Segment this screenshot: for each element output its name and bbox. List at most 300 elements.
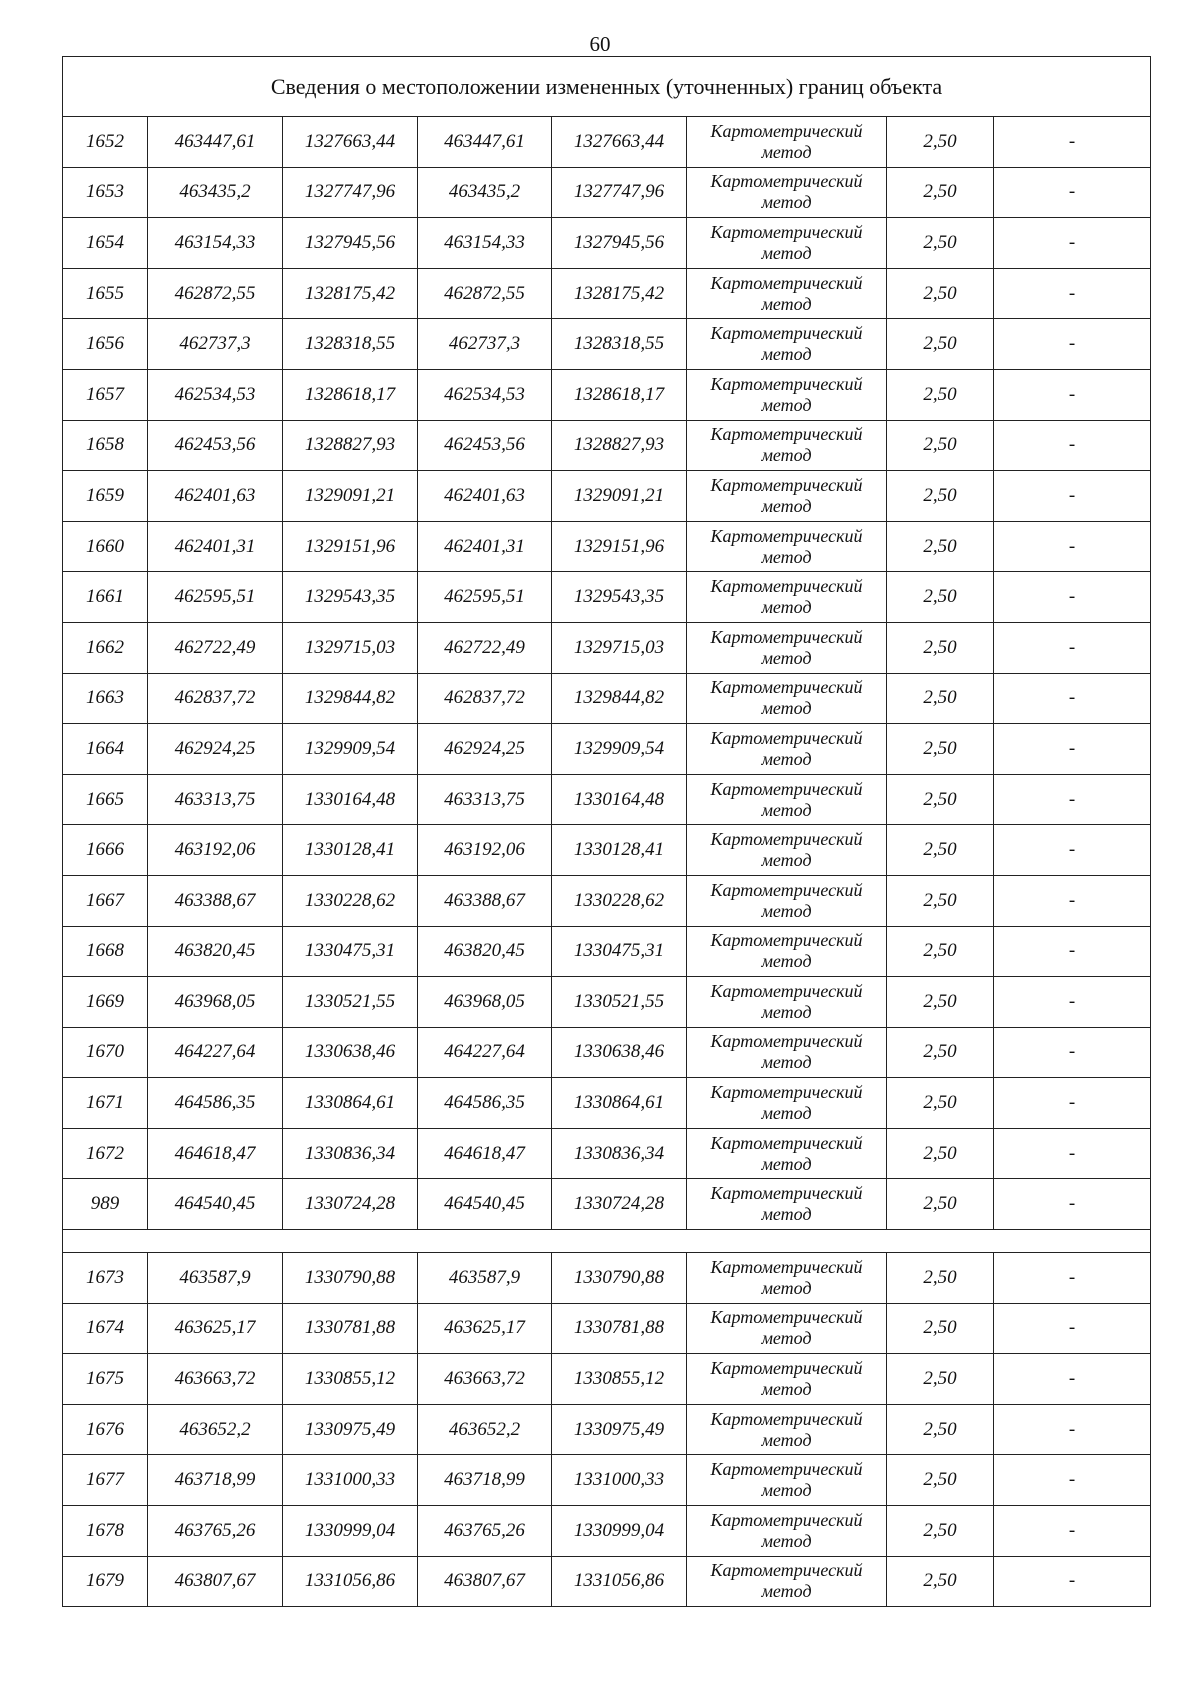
method-cell [687,724,887,775]
description-cell: - [994,218,1151,269]
point-number-cell: 1678 [63,1506,148,1557]
y-existing-cell: 1331056,86 [283,1556,418,1607]
description-cell: - [994,1556,1151,1607]
y-new-cell: 1330724,28 [552,1179,687,1230]
y-existing-cell: 1331000,33 [283,1455,418,1506]
method-line1: Картометрический [710,1256,863,1277]
method-line2: метод [761,344,812,365]
y-existing-cell: 1329543,35 [283,572,418,623]
description-cell: - [994,268,1151,319]
table-row [63,1078,1151,1129]
method-line1: Картометрический [710,221,863,242]
table-row [63,117,1151,168]
method-cell [687,218,887,269]
method-line1: Картометрический [710,879,863,900]
method-line1: Картометрический [710,626,863,647]
method-line2: метод [761,951,812,972]
method-line2: метод [761,900,812,921]
x-existing-cell: 464540,45 [148,1179,283,1230]
accuracy-cell: 2,50 [887,875,994,926]
point-number-cell: 1671 [63,1078,148,1129]
method-line1: Картометрический [710,1183,863,1204]
y-new-cell: 1330521,55 [552,977,687,1028]
y-new-cell: 1330999,04 [552,1506,687,1557]
y-existing-cell: 1330164,48 [283,774,418,825]
accuracy-cell: 2,50 [887,673,994,724]
method-cell [687,875,887,926]
description-cell: - [994,369,1151,420]
method-cell [687,471,887,522]
description-cell: - [994,1354,1151,1405]
table-row [63,673,1151,724]
y-new-cell: 1330781,88 [552,1303,687,1354]
x-new-cell: 462837,72 [418,673,552,724]
accuracy-cell: 2,50 [887,1556,994,1607]
accuracy-cell: 2,50 [887,572,994,623]
x-existing-cell: 464227,64 [148,1027,283,1078]
description-cell: - [994,420,1151,471]
table-row [63,1455,1151,1506]
point-number-cell: 1659 [63,471,148,522]
method-cell [687,319,887,370]
y-existing-cell: 1329151,96 [283,521,418,572]
point-number-cell: 1654 [63,218,148,269]
y-existing-cell: 1330638,46 [283,1027,418,1078]
description-cell: - [994,875,1151,926]
y-new-cell: 1330790,88 [552,1253,687,1304]
y-existing-cell: 1327747,96 [283,167,418,218]
x-existing-cell: 462534,53 [148,369,283,420]
method-line2: метод [761,293,812,314]
x-new-cell: 463718,99 [418,1455,552,1506]
y-new-cell: 1328175,42 [552,268,687,319]
accuracy-cell: 2,50 [887,218,994,269]
method-line2: метод [761,1153,812,1174]
point-number-cell: 1665 [63,774,148,825]
table-title-row [63,57,1151,117]
x-new-cell: 464618,47 [418,1128,552,1179]
accuracy-cell: 2,50 [887,167,994,218]
y-new-cell: 1327747,96 [552,167,687,218]
y-new-cell: 1328618,17 [552,369,687,420]
accuracy-cell: 2,50 [887,369,994,420]
x-new-cell: 463968,05 [418,977,552,1028]
y-existing-cell: 1330975,49 [283,1404,418,1455]
method-line1: Картометрический [710,525,863,546]
table-row [63,1303,1151,1354]
table-row [63,724,1151,775]
point-number-cell: 1679 [63,1556,148,1607]
x-new-cell: 462453,56 [418,420,552,471]
point-number-cell: 1653 [63,167,148,218]
point-number-cell: 1660 [63,521,148,572]
method-line2: метод [761,546,812,567]
point-number-cell: 1658 [63,420,148,471]
x-new-cell: 463765,26 [418,1506,552,1557]
method-line1: Картометрический [710,323,863,344]
x-new-cell: 463807,67 [418,1556,552,1607]
method-line1: Картометрический [710,474,863,495]
x-existing-cell: 463447,61 [148,117,283,168]
x-existing-cell: 464618,47 [148,1128,283,1179]
y-new-cell: 1330836,34 [552,1128,687,1179]
accuracy-cell: 2,50 [887,1354,994,1405]
method-cell [687,268,887,319]
x-existing-cell: 463192,06 [148,825,283,876]
description-cell: - [994,1027,1151,1078]
y-existing-cell: 1330475,31 [283,926,418,977]
accuracy-cell: 2,50 [887,1303,994,1354]
method-line2: метод [761,748,812,769]
y-new-cell: 1330128,41 [552,825,687,876]
x-new-cell: 462872,55 [418,268,552,319]
description-cell: - [994,319,1151,370]
description-cell: - [994,1404,1151,1455]
x-existing-cell: 462722,49 [148,622,283,673]
point-number-cell: 1663 [63,673,148,724]
x-existing-cell: 462837,72 [148,673,283,724]
method-line1: Картометрический [710,120,863,141]
point-number-cell: 1666 [63,825,148,876]
x-new-cell: 463154,33 [418,218,552,269]
table-row [63,1354,1151,1405]
x-new-cell: 462737,3 [418,319,552,370]
page-number: 60 [589,32,611,56]
method-line1: Картометрический [710,1358,863,1379]
y-new-cell: 1330638,46 [552,1027,687,1078]
y-existing-cell: 1328827,93 [283,420,418,471]
point-number-cell: 1669 [63,977,148,1028]
x-existing-cell: 462737,3 [148,319,283,370]
y-new-cell: 1331056,86 [552,1556,687,1607]
x-new-cell: 462722,49 [418,622,552,673]
table-row [63,1027,1151,1078]
accuracy-cell: 2,50 [887,825,994,876]
accuracy-cell: 2,50 [887,521,994,572]
method-line2: метод [761,1001,812,1022]
description-cell: - [994,1303,1151,1354]
y-existing-cell: 1329844,82 [283,673,418,724]
boundary-coordinates-table [62,56,1151,1607]
x-existing-cell: 463968,05 [148,977,283,1028]
method-line1: Картометрический [710,171,863,192]
accuracy-cell: 2,50 [887,1078,994,1129]
method-line1: Картометрический [710,1560,863,1581]
method-line2: метод [761,141,812,162]
method-cell [687,1179,887,1230]
y-existing-cell: 1330724,28 [283,1179,418,1230]
accuracy-cell: 2,50 [887,926,994,977]
accuracy-cell: 2,50 [887,1455,994,1506]
x-new-cell: 463447,61 [418,117,552,168]
method-line1: Картометрический [710,1408,863,1429]
y-existing-cell: 1330836,34 [283,1128,418,1179]
point-number-cell: 1670 [63,1027,148,1078]
y-existing-cell: 1327663,44 [283,117,418,168]
method-line2: метод [761,799,812,820]
table-row [63,774,1151,825]
y-new-cell: 1329151,96 [552,521,687,572]
method-line1: Картометрический [710,1459,863,1480]
method-line2: метод [761,1379,812,1400]
accuracy-cell: 2,50 [887,1128,994,1179]
method-line1: Картометрический [710,424,863,445]
accuracy-cell: 2,50 [887,1404,994,1455]
point-number-cell: 1677 [63,1455,148,1506]
table-row [63,1556,1151,1607]
table-row [63,572,1151,623]
y-existing-cell: 1329091,21 [283,471,418,522]
y-new-cell: 1328318,55 [552,319,687,370]
accuracy-cell: 2,50 [887,471,994,522]
y-new-cell: 1327663,44 [552,117,687,168]
method-line1: Картометрический [710,677,863,698]
method-cell [687,1078,887,1129]
description-cell: - [994,572,1151,623]
description-cell: - [994,1253,1151,1304]
y-new-cell: 1330475,31 [552,926,687,977]
method-cell [687,673,887,724]
x-new-cell: 463388,67 [418,875,552,926]
method-line1: Картометрический [710,829,863,850]
x-new-cell: 463820,45 [418,926,552,977]
table-row [63,268,1151,319]
point-number-cell: 1657 [63,369,148,420]
method-cell [687,1404,887,1455]
x-existing-cell: 463435,2 [148,167,283,218]
method-cell [687,1506,887,1557]
point-number-cell: 1661 [63,572,148,623]
y-existing-cell: 1330790,88 [283,1253,418,1304]
method-cell [687,1455,887,1506]
accuracy-cell: 2,50 [887,977,994,1028]
method-cell [687,1556,887,1607]
y-new-cell: 1328827,93 [552,420,687,471]
table-row [63,926,1151,977]
table-row [63,319,1151,370]
accuracy-cell: 2,50 [887,774,994,825]
method-cell [687,117,887,168]
table-row [63,1128,1151,1179]
accuracy-cell: 2,50 [887,420,994,471]
method-cell [687,1303,887,1354]
table-row [63,369,1151,420]
method-line2: метод [761,1204,812,1225]
x-existing-cell: 463625,17 [148,1303,283,1354]
point-number-cell: 989 [63,1179,148,1230]
method-line2: метод [761,495,812,516]
accuracy-cell: 2,50 [887,268,994,319]
y-new-cell: 1329909,54 [552,724,687,775]
y-existing-cell: 1329715,03 [283,622,418,673]
table-row [63,1253,1151,1304]
description-cell: - [994,1078,1151,1129]
table-row [63,167,1151,218]
x-existing-cell: 462872,55 [148,268,283,319]
y-new-cell: 1329543,35 [552,572,687,623]
table-row [63,521,1151,572]
method-cell [687,926,887,977]
y-existing-cell: 1330864,61 [283,1078,418,1129]
method-line1: Картометрический [710,1082,863,1103]
point-number-cell: 1652 [63,117,148,168]
point-number-cell: 1662 [63,622,148,673]
x-existing-cell: 463820,45 [148,926,283,977]
accuracy-cell: 2,50 [887,1179,994,1230]
table-row [63,218,1151,269]
method-line2: метод [761,850,812,871]
description-cell: - [994,1455,1151,1506]
method-line2: метод [761,597,812,618]
description-cell: - [994,774,1151,825]
x-new-cell: 464227,64 [418,1027,552,1078]
y-existing-cell: 1328175,42 [283,268,418,319]
accuracy-cell: 2,50 [887,1506,994,1557]
y-new-cell: 1330855,12 [552,1354,687,1405]
table-row [63,977,1151,1028]
description-cell: - [994,1128,1151,1179]
y-existing-cell: 1328318,55 [283,319,418,370]
x-existing-cell: 462401,31 [148,521,283,572]
y-new-cell: 1330228,62 [552,875,687,926]
x-new-cell: 463625,17 [418,1303,552,1354]
method-cell [687,521,887,572]
y-new-cell: 1330864,61 [552,1078,687,1129]
method-cell [687,1354,887,1405]
method-line2: метод [761,192,812,213]
method-line2: метод [761,1581,812,1602]
y-existing-cell: 1330228,62 [283,875,418,926]
method-line1: Картометрический [710,980,863,1001]
x-new-cell: 464586,35 [418,1078,552,1129]
description-cell: - [994,1179,1151,1230]
method-line1: Картометрический [710,1132,863,1153]
description-cell: - [994,724,1151,775]
method-line1: Картометрический [710,1509,863,1530]
method-line1: Картометрический [710,1307,863,1328]
y-existing-cell: 1330855,12 [283,1354,418,1405]
description-cell: - [994,673,1151,724]
description-cell: - [994,977,1151,1028]
method-line1: Картометрический [710,373,863,394]
method-cell [687,572,887,623]
accuracy-cell: 2,50 [887,622,994,673]
point-number-cell: 1675 [63,1354,148,1405]
method-cell [687,1027,887,1078]
x-new-cell: 463192,06 [418,825,552,876]
method-line2: метод [761,647,812,668]
x-existing-cell: 463652,2 [148,1404,283,1455]
point-number-cell: 1656 [63,319,148,370]
separator-row [63,1230,1151,1253]
method-line2: метод [761,1429,812,1450]
y-new-cell: 1329844,82 [552,673,687,724]
x-new-cell: 462924,25 [418,724,552,775]
point-number-cell: 1674 [63,1303,148,1354]
y-existing-cell: 1330521,55 [283,977,418,1028]
method-line1: Картометрический [710,778,863,799]
x-existing-cell: 463154,33 [148,218,283,269]
point-number-cell: 1676 [63,1404,148,1455]
x-existing-cell: 464586,35 [148,1078,283,1129]
y-existing-cell: 1329909,54 [283,724,418,775]
accuracy-cell: 2,50 [887,724,994,775]
point-number-cell: 1672 [63,1128,148,1179]
table-title: Сведения о местоположении измененных (уточненных) границ объекта [63,57,1151,117]
method-cell [687,420,887,471]
method-cell [687,1253,887,1304]
description-cell: - [994,471,1151,522]
table-row [63,471,1151,522]
description-cell: - [994,1506,1151,1557]
method-cell [687,977,887,1028]
method-cell [687,1128,887,1179]
x-existing-cell: 462453,56 [148,420,283,471]
y-existing-cell: 1327945,56 [283,218,418,269]
description-cell: - [994,926,1151,977]
accuracy-cell: 2,50 [887,117,994,168]
description-cell: - [994,825,1151,876]
x-existing-cell: 463807,67 [148,1556,283,1607]
method-line1: Картометрический [710,576,863,597]
x-new-cell: 462401,31 [418,521,552,572]
x-new-cell: 463313,75 [418,774,552,825]
x-existing-cell: 463663,72 [148,1354,283,1405]
x-new-cell: 462534,53 [418,369,552,420]
method-line2: метод [761,1277,812,1298]
description-cell: - [994,117,1151,168]
method-line2: метод [761,1530,812,1551]
x-existing-cell: 463587,9 [148,1253,283,1304]
method-cell [687,167,887,218]
table-row [63,875,1151,926]
point-number-cell: 1667 [63,875,148,926]
description-cell: - [994,521,1151,572]
x-new-cell: 463663,72 [418,1354,552,1405]
method-line2: метод [761,1103,812,1124]
method-line2: метод [761,1480,812,1501]
method-cell [687,774,887,825]
method-line2: метод [761,698,812,719]
method-line2: метод [761,394,812,415]
y-existing-cell: 1328618,17 [283,369,418,420]
x-existing-cell: 463313,75 [148,774,283,825]
x-existing-cell: 462595,51 [148,572,283,623]
x-new-cell: 464540,45 [418,1179,552,1230]
y-new-cell: 1330975,49 [552,1404,687,1455]
point-number-cell: 1655 [63,268,148,319]
y-existing-cell: 1330999,04 [283,1506,418,1557]
table-row [63,1506,1151,1557]
table-row [63,825,1151,876]
y-new-cell: 1330164,48 [552,774,687,825]
method-line1: Картометрический [710,1031,863,1052]
method-line1: Картометрический [710,727,863,748]
description-cell: - [994,622,1151,673]
x-existing-cell: 463765,26 [148,1506,283,1557]
point-number-cell: 1673 [63,1253,148,1304]
x-new-cell: 463435,2 [418,167,552,218]
table-row [63,622,1151,673]
method-line1: Картометрический [710,272,863,293]
x-existing-cell: 463388,67 [148,875,283,926]
x-new-cell: 463652,2 [418,1404,552,1455]
y-new-cell: 1329715,03 [552,622,687,673]
method-line2: метод [761,445,812,466]
point-number-cell: 1668 [63,926,148,977]
separator-cell [63,1230,1151,1253]
x-existing-cell: 463718,99 [148,1455,283,1506]
